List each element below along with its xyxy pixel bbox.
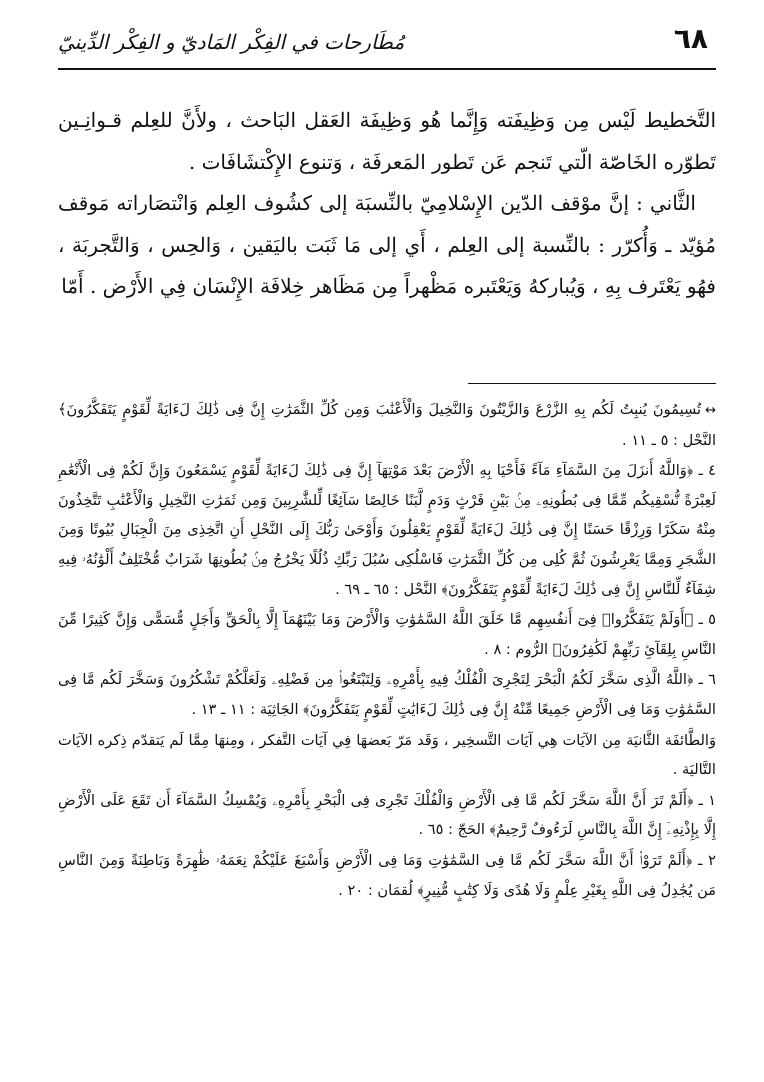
footnotes bbox=[58, 395, 716, 906]
footnote-item: ٦ ـ ﴿اللَّهُ الَّذِى سَخَّرَ لَكُمُ الْبَحْرَ لِتَجْرِىَ الْفُلْكُ فِيهِ بِأَمْرِهِۦ وَلِتَبْتَغُوا۟ مِن فَضْلِهِۦ وَلَعَلَّكُمْ تَشْكُرُونَ وَسَخَّرَ لَكُم مَّا فِى السَّمَٰوَٰتِ وَمَا فِى الْأَرْضِ جَمِيعًا مِّنْهُ إِنَّ فِى ذَٰلِكَ لَءَايَٰتٍ لِّقَوْمٍ يَتَفَكَّرُونَ﴾ الجَاثِيَة : ١١ ـ ١٣ . bbox=[58, 671, 716, 718]
footnote-separator bbox=[468, 383, 716, 384]
body-paragraph: الثَّاني : إنَّ موْقف الدّين الإِسْلامِيّ بالنِّسبَة إلى كشُوف العِلم وَانْتصَاراته مَوقف مُؤيّد ـ وَأُكرّر : بالنِّسبة إلى العِلم ، أَي إلى مَا ثَبَت باليَقين ، وَالحِس ، وَالتَّجربَة ، فهُو يَعْتَرف بِهِ ، وَيُباركهُ وَيَعْتَبره مَظْهراً مِن مَظَاهر خِلافَة الإِنْسَان فِي الأَرْض . أَمّا bbox=[58, 191, 716, 298]
continuation-arrow-icon: ↔ bbox=[705, 403, 716, 418]
page-number: ٦٨ bbox=[673, 22, 708, 55]
body-paragraph: التَّخطيط لَيْس مِن وَظِيفَته وَإِنَّما هُو وَظِيفَة العَقل البَاحث ، ولأَنَّ للعِلم قـوانِـين تَطوّره الخَاصّة الّتي تَنجم عَن تَطور المَعرفَة ، وَتنوع الإِكْتشَافَات . bbox=[58, 108, 716, 174]
footnote-item: ٤ ـ ﴿وَاللَّهُ أَنزَلَ مِنَ السَّمَآءِ مَآءً فَأَحْيَا بِهِ الْأَرْضَ بَعْدَ مَوْتِهَآ إِنَّ فِى ذَٰلِكَ لَءَايَةً لِّقَوْمٍ يَسْمَعُونَ وَإِنَّ لَكُمْ فِى الْأَنْعَٰمِ لَعِبْرَةً نُّسْقِيكُم مِّمَّا فِى بُطُونِهِۦ مِنۢ بَيْنِ فَرْثٍ وَدَمٍ لَّبَنًا خَالِصًا سَآئِغًا لِّلشَّٰرِبِينَ وَمِن ثَمَرَٰتِ النَّخِيلِ وَالْأَعْنَٰبِ تَتَّخِذُونَ مِنْهُ سَكَرًا وَرِزْقًا حَسَنًا إِنَّ فِى ذَٰلِكَ لَءَايَةً لِّقَوْمٍ يَعْقِلُونَ وَأَوْحَىٰ رَبُّكَ إِلَى النَّحْلِ أَنِ اتَّخِذِى مِنَ الْجِبَالِ بُيُوتًا وَمِنَ الشَّجَرِ وَمِمَّا يَعْرِشُونَ ثُمَّ كُلِى مِن كُلِّ الثَّمَرَٰتِ فَاسْلُكِى سُبُلَ رَبِّكِ ذُلُلًا يَخْرُجُ مِنۢ بُطُونِهَا شَرَابٌ مُّخْتَلِفٌ أَلْوَٰنُهُۥ فِيهِ شِفَآءٌ لِّلنَّاسِ إِنَّ فِى ذَٰلِكَ لَءَايَةً لِّقَوْمٍ يَتَفَكَّرُونَ﴾ النَّحْل : ٦٥ ـ ٦٩ . bbox=[58, 462, 716, 598]
footnote-item: وَالطَّائفَة الثَّانيَة مِن الآيَات هِي آيَات التَّسخِير ، وَقَد مَرّ بَعضهَا فِي آيَات التَّفكر ، ومِنهَا مِمَّا لَم يَتقدّم ذِكره الآيَات التَّاليَة . bbox=[58, 731, 716, 779]
running-title: مُطَارحات في الفِكْر المَاديّ و الفِكْر الدِّينيّ bbox=[58, 30, 405, 54]
footnote-item: ١ ـ ﴿أَلَمْ تَرَ أَنَّ اللَّهَ سَخَّرَ لَكُم مَّا فِى الْأَرْضِ وَالْفُلْكَ تَجْرِى فِى الْبَحْرِ بِأَمْرِهِۦ وَيُمْسِكُ السَّمَآءَ أَن تَقَعَ عَلَى الْأَرْضِ إِلَّا بِإِذْنِهِۦٓ إِنَّ اللَّهَ بِالنَّاسِ لَرَءُوفٌ رَّحِيمٌ﴾ الحَجّ : ٦٥ . bbox=[58, 791, 716, 839]
footnote-item: ٥ ـ ﴿أَوَلَمْ يَتَفَكَّرُوا۟ فِىٓ أَنفُسِهِم مَّا خَلَقَ اللَّهُ السَّمَٰوَٰتِ وَالْأَرْضَ وَمَا بَيْنَهُمَآ إِلَّا بِالْحَقِّ وَأَجَلٍ مُّسَمًّى وَإِنَّ كَثِيرًا مِّنَ النَّاسِ بِلِقَآئِ رَبِّهِمْ لَكَٰفِرُونَ﴾ الرُّوم : ٨ . bbox=[58, 611, 716, 658]
page-header bbox=[58, 22, 716, 70]
main-text bbox=[58, 100, 716, 308]
footnote-item bbox=[58, 395, 716, 455]
footnote-item: ٢ ـ ﴿أَلَمْ تَرَوْا۟ أَنَّ اللَّهَ سَخَّرَ لَكُم مَّا فِى السَّمَٰوَٰتِ وَمَا فِى الْأَرْضِ وَأَسْبَغَ عَلَيْكُمْ نِعَمَهُۥ ظَٰهِرَةً وَبَاطِنَةً وَمِنَ النَّاسِ مَن يُجَٰدِلُ فِى اللَّهِ بِغَيْرِ عِلْمٍ وَلَا هُدًى وَلَا كِتَٰبٍ مُّنِيرٍ﴾ لُقمَان : ٢٠ . bbox=[58, 851, 716, 899]
footnote-text: تُسِيمُونَ يُنبِتُ لَكُم بِهِ الزَّرْعَ وَالزَّيْتُونَ وَالنَّخِيلَ وَالْأَعْنَٰبَ وَمِن كُلِّ الثَّمَرَٰتِ إِنَّ فِى ذَٰلِكَ لَءَايَةً لِّقَوْمٍ يَتَفَكَّرُونَ﴾ النَّحْل : ٥ ـ ١١ . bbox=[58, 401, 716, 449]
